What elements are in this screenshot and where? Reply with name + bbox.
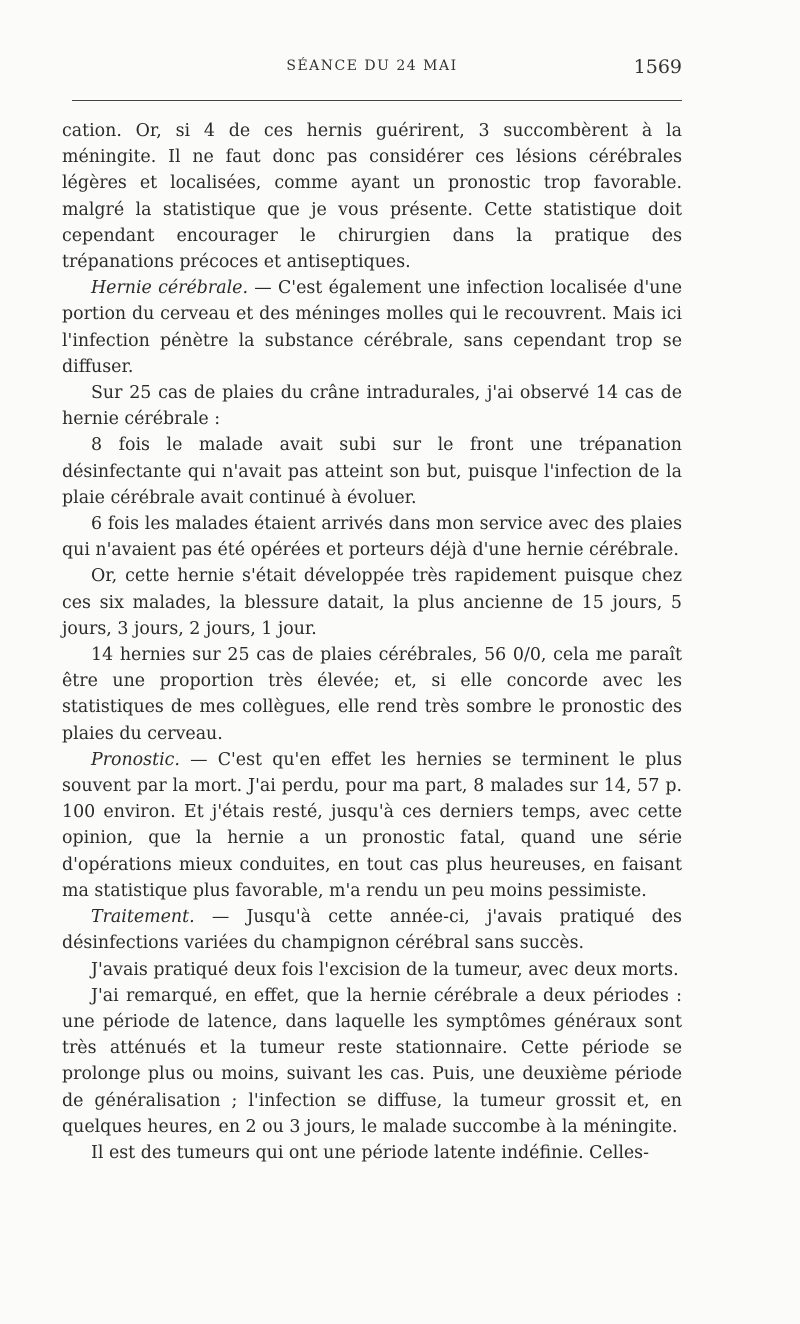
- header-rule: [72, 100, 682, 101]
- body-text: [62, 118, 682, 1166]
- paragraph-continuation: [62, 118, 682, 275]
- paragraph: [62, 957, 682, 983]
- paragraph-text: J'avais pratiqué deux fois l'excision de la tumeur, avec deux morts.: [91, 959, 679, 980]
- paragraph: [62, 563, 682, 642]
- paragraph: [62, 642, 682, 747]
- paragraph-text: J'ai remarqué, en effet, que la hernie cérébrale a deux périodes : une période de latence, dans laquelle les symptômes généraux sont très atténués et la tumeur reste stationnaire. Cette période se prolonge plus ou moins, suivant les cas. Puis, une deuxième période de généralisation ; l'infection se diffuse, la tumeur grossit et, en quelques heures, en 2 ou 3 jours, le malade succombe à la méningite.: [62, 985, 682, 1137]
- paragraph-text: Sur 25 cas de plaies du crâne intradurales, j'ai observé 14 cas de hernie cérébrale :: [62, 383, 682, 430]
- paragraph-text: — C'est également une infection localisée d'une portion du cerveau et des méninges molles qui le recouvrent. Mais ici l'infection pénètre la substance cérébrale, sans cependant trop se diffuser.: [62, 278, 682, 377]
- section-lead-pronostic: Pronostic.: [91, 749, 180, 770]
- paragraph-text: Or, cette hernie s'était développée très rapidement puisque chez ces six malades, la blessure datait, la plus ancienne de 15 jours, 5 jours, 3 jours, 2 jours, 1 jour.: [62, 566, 682, 639]
- paragraph-text: — C'est qu'en effet les hernies se terminent le plus souvent par la mort. J'ai perdu, pour ma part, 8 malades sur 14, 57 p. 100 environ. Et j'étais resté, jusqu'à ces derniers temps, avec cette opinion, que la hernie a un pronostic fatal, quand une série d'opérations mieux conduites, en tout cas plus heureuses, en faisant ma statistique plus favorable, m'a rendu un peu moins pessimiste.: [62, 749, 682, 901]
- paragraph-text: 14 hernies sur 25 cas de plaies cérébrales, 56 0/0, cela me paraît être une proportion très élevée; et, si elle concorde avec les statistiques de mes collègues, elle rend très sombre le pronostic des plaies du cerveau.: [62, 645, 682, 744]
- paragraph-traitement: [62, 904, 682, 956]
- paragraph-pronostic: [62, 747, 682, 904]
- section-lead-traitement: Traitement.: [91, 907, 195, 928]
- running-title: SÉANCE DU 24 MAI: [286, 58, 458, 74]
- paragraph: [62, 380, 682, 432]
- paragraph: [62, 511, 682, 563]
- paragraph: [62, 983, 682, 1140]
- paragraph-text: cation. Or, si 4 de ces hernis guérirent, 3 succombèrent à la méningite. Il ne faut donc pas considérer ces lésions cérébrales légères et localisées, comme ayant un pronostic trop favorable. malgré la statistique que je vous présente. Cette statistique doit cependant encourager le chirurgien dans la pratique des trépanations précoces et antiseptiques.: [62, 121, 682, 273]
- paragraph-text: 8 fois le malade avait subi sur le front une trépanation désinfectante qui n'avait pas atteint son but, puisque l'infection de la plaie cérébrale avait continué à évoluer.: [62, 435, 682, 508]
- paragraph: [62, 432, 682, 511]
- paragraph-hernie-cerebrale: [62, 275, 682, 380]
- page-number: 1569: [633, 56, 682, 78]
- paragraph-text: — Jusqu'à cette année-ci, j'avais pratiqué des désinfections variées du champignon cérébral sans succès.: [62, 907, 682, 954]
- paragraph-text: Il est des tumeurs qui ont une période latente indéfinie. Celles-: [91, 1142, 649, 1163]
- paragraph-text: 6 fois les malades étaient arrivés dans mon service avec des plaies qui n'avaient pas été opérées et porteurs déjà d'une hernie cérébrale.: [62, 514, 682, 561]
- section-lead-hernie: Hernie cérébrale.: [91, 278, 248, 299]
- paragraph: [62, 1140, 682, 1166]
- page-header: [62, 58, 682, 88]
- book-page: [62, 56, 682, 1163]
